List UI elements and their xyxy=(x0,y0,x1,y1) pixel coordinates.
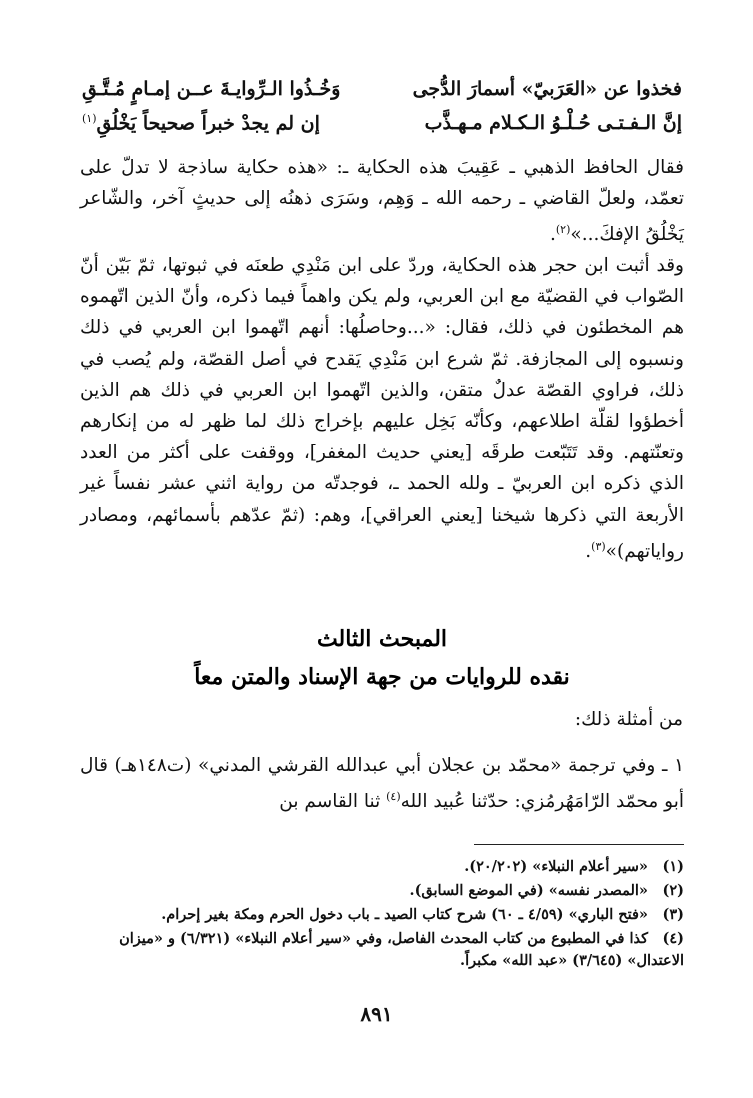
page-number: ٨٩١ xyxy=(360,1002,393,1026)
footnote-4-text: كذا في المطبوع من كتاب المحدث الفاصل، وفي «سير أعلام النبلاء» (٦/٣٢١) و «ميزان الاعتدال» (٣/٦٤٥) «عبد الله» مكبراً. xyxy=(119,930,684,969)
footnote-4-number: (٤) xyxy=(662,930,684,947)
footnote-ref-3: (٣) xyxy=(591,539,606,553)
footnote-1-text: «سير أعلام النبلاء» (٢٠/٢٠٢). xyxy=(464,858,648,875)
footnote-ref-1: (١) xyxy=(82,112,97,125)
verse-2-first-hemistich: إنَّ الـفـتـى حُـلْـوُ الـكـلام مـهـذَّب xyxy=(424,112,682,134)
footnote-4 xyxy=(80,928,684,972)
section-heading: المبحث الثالث xyxy=(316,626,448,652)
footnote-ref-2: (٢) xyxy=(555,223,571,237)
examples-intro: من أمثلة ذلك: xyxy=(574,709,683,730)
poem-verse-2 xyxy=(82,112,682,142)
paragraph-ibn-hajar-text: وقد أثبت ابن حجر هذه الحكاية، وردّ على ابن مَنْدِي طعنَه في ثبوتها، ثمّ بَيّن أنّ الصّواب في القضيّة مع ابن العربي، ولم يكن واهماً فيما ذكره، وأنّ الذين اتّهموه هم المخطئون في ذلك، فقال: «...وحاصلُها: أنهم اتّهموا ابن العربي في ذلك ونسبوه إلى المجازفة. ثمّ شرع ابن مَنْدِي يَقدح في أصل القصّة، ولم يُصب في ذلك، فراوي القصّة عدلٌ متقن، والذين اتّهموا ابن العربي في ذلك هم الذين أخطؤوا لقلّة اطلاعهم، وكأنّه بَخِل عليهم بإخراج ذلك لما ظهر له من إنكارهم وتعنّتهم. وقد تَتَبّعت طرقَه [يعني حديث المغفر]، ووقفت على أكثر من العدد الذي ذكره ابن العربيّ ـ ولله الحمد ـ، فوجدتّه من رواية اثني عشر نفساً غير الأربعة التي ذكرها شيخنا [يعني العراقي]، وهم: (ثمّ عدّهم بأسمائهم، ومصادر رواياتهم)» xyxy=(80,255,684,562)
paragraph-example-1 xyxy=(80,750,684,818)
paragraph-dhahabi-text: فقال الحافظ الذهبي ـ عَقِيبَ هذه الحكاية ـ: «هذه حكاية ساذجة لا تدلّ على تعمّد، ولعلّ القاضي ـ رحمه الله ـ وَهِم، وسَرَى ذهنُه إلى حديثٍ آخر، والشّاعر يَخْلُقُ الإفكَ...» xyxy=(80,157,684,246)
verse-1-second-hemistich: وَخُـذُوا الـرِّوايـةَ عــن إمـامٍ مُـتَّـقِ xyxy=(82,78,341,100)
footnote-1 xyxy=(80,856,684,878)
footnote-2 xyxy=(80,880,684,902)
example-1-text-a: ١ ـ وفي ترجمة «محمّد بن عجلان أبي عبدالله القرشي المدني» (ت١٤٨هـ) قال أبو محمّد الرّامَهُرمُزي: حدّثنا عُبيد الله xyxy=(80,755,685,813)
verse-2-second-text: إن لم يجدْ خبراً صحيحاً يَخْلُقِ xyxy=(96,112,320,135)
example-1-text-b: ثنا القاسم بن xyxy=(279,791,387,813)
verse-2-second-hemistich xyxy=(82,112,320,134)
paragraph-dhahabi: فقال الحافظ الذهبي ـ عَقِيبَ هذه الحكاية ـ: «هذه حكاية ساذجة لا تدلّ على تعمّد، ولعلّ القاضي ـ رحمه الله ـ وَهِم، وسَرَى ذهنُه إلى حديثٍ آخر، والشّاعر يَخْلُقُ الإفكَ...»$^{(٢)}$. xyxy=(80,157,684,246)
footnote-2-text: «المصدر نفسه» (في الموضع السابق). xyxy=(409,882,648,899)
footnote-1-number: (١) xyxy=(662,858,684,875)
poem-verse-1 xyxy=(82,78,682,108)
footnote-3 xyxy=(80,904,684,926)
footnote-2-number: (٢) xyxy=(662,882,684,899)
footnote-3-number: (٣) xyxy=(662,906,684,923)
footnote-3-text: «فتح الباري» (٤/٥٩ ـ ٦٠) شرح كتاب الصيد ـ باب دخول الحرم ومكة بغير إحرام. xyxy=(161,906,648,923)
footnote-ref-4: (٤) xyxy=(386,790,401,804)
footnote-separator xyxy=(474,844,684,845)
verse-1-first-hemistich: فخذوا عن «العَرَبيّ» أسمارَ الدُّجى xyxy=(412,78,682,100)
paragraph-ibn-hajar: وقد أثبت ابن حجر هذه الحكاية، وردّ على ابن مَنْدِي طعنَه في ثبوتها، ثمّ بَيّن أنّ الصّواب في القضيّة مع ابن العربي، ولم يكن واهماً فيما ذكره، وأنّ الذين اتّهموه هم المخطئون في ذلك، فقال: «...وحاصلُها: أنهم اتّهموا ابن العربي في ذلك ونسبوه إلى المجازفة. ثمّ شرع ابن مَنْدِي يَقدح في أصل القصّة، ولم يُصب في ذلك، فراوي القصّة عدلٌ متقن، والذين اتّهموا ابن العربي في ذلك هم الذين أخطؤوا لقلّة اطلاعهم، وكأنّه بَخِل عليهم بإخراج ذلك لما ظهر له من إنكارهم وتعنّتهم. وقد تَتَبّعت طرقَه [يعني حديث المغفر]، ووقفت على أكثر من العدد الذي ذكره ابن العربيّ ـ ولله الحمد ـ، فوجدتّه من رواية اثني عشر نفساً غير الأربعة التي ذكرها شيخنا [يعني العراقي]، وهم: (ثمّ عدّهم بأسمائهم، ومصادر رواياتهم)»$^{(٣)}$. xyxy=(80,255,684,562)
section-subheading: نقده للروايات من جهة الإسناد والمتن معاً xyxy=(194,664,570,690)
